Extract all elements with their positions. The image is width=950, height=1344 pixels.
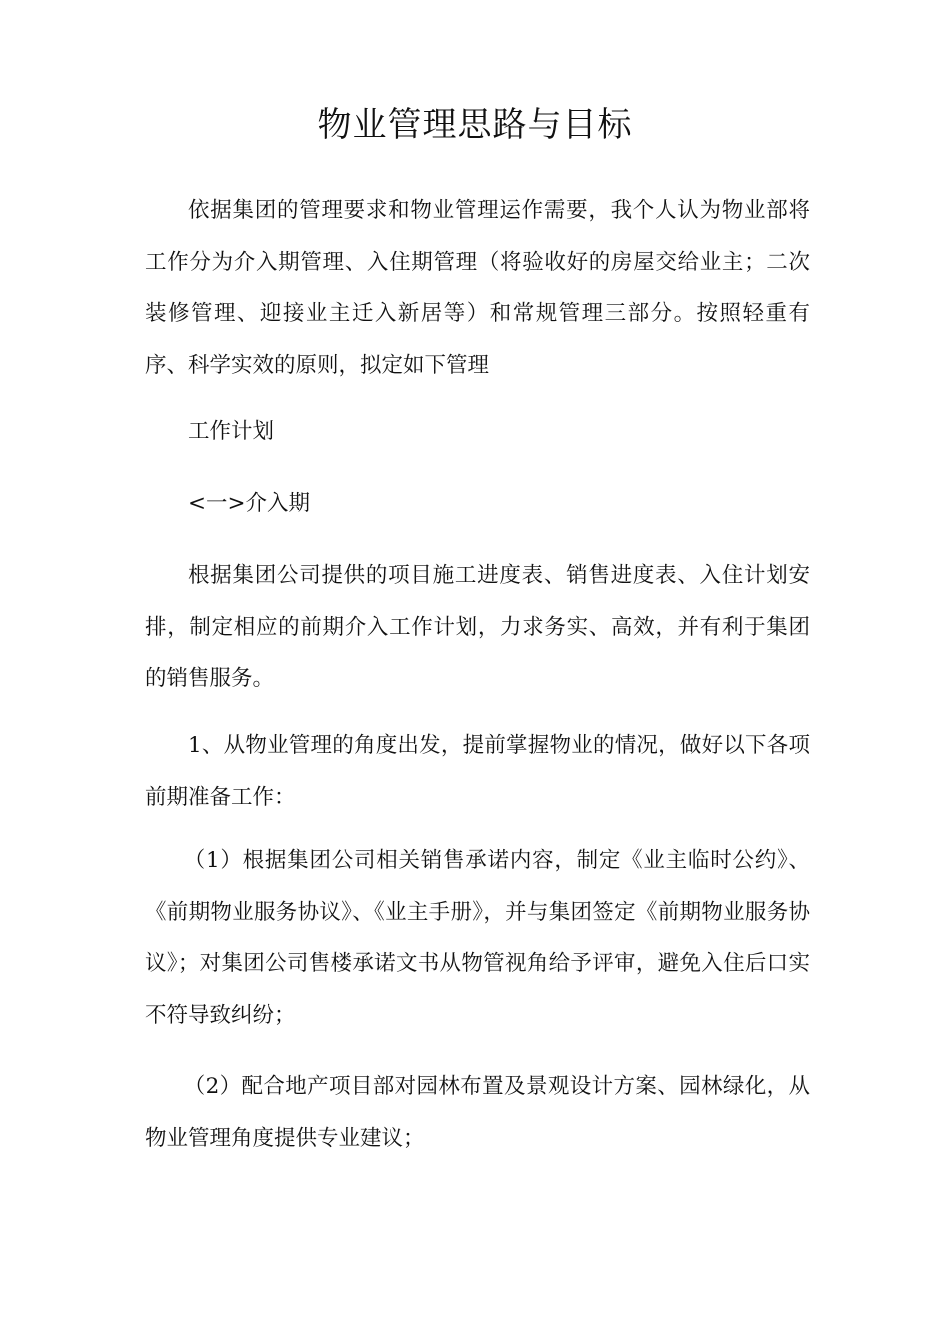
list-item-1: 1、从物业管理的角度出发，提前掌握物业的情况，做好以下各项前期准备工作： <box>145 733 810 810</box>
sub-item-1: （1）根据集团公司相关销售承诺内容，制定《业主临时公约》、《前期物业服务协议》、《业主手册》，并与集团签定《前期物业服务协议》；对集团公司售楼承诺文书从物管视角给予评审，避免入住后口实不符导致纠纷； <box>145 848 810 1028</box>
paragraph-intervention-plan: 根据集团公司提供的项目施工进度表、销售进度表、入住计划安排，制定相应的前期介入工作计划，力求务实、高效，并有利于集团的销售服务。 <box>145 563 810 691</box>
section-heading-intervention: <一>介入期 <box>188 491 311 516</box>
sub-item-2: （2）配合地产项目部对园林布置及景观设计方案、园林绿化，从物业管理角度提供专业建议； <box>145 1074 810 1151</box>
paragraph-work-plan: 工作计划 <box>188 419 275 444</box>
paragraph-intro: 依据集团的管理要求和物业管理运作需要，我个人认为物业部将工作分为介入期管理、入住期管理（将验收好的房屋交给业主；二次装修管理、迎接业主迁入新居等）和常规管理三部分。按照轻重有序、科学实效的原则，拟定如下管理 <box>145 198 810 378</box>
document-title: 物业管理思路与目标 <box>317 105 633 145</box>
